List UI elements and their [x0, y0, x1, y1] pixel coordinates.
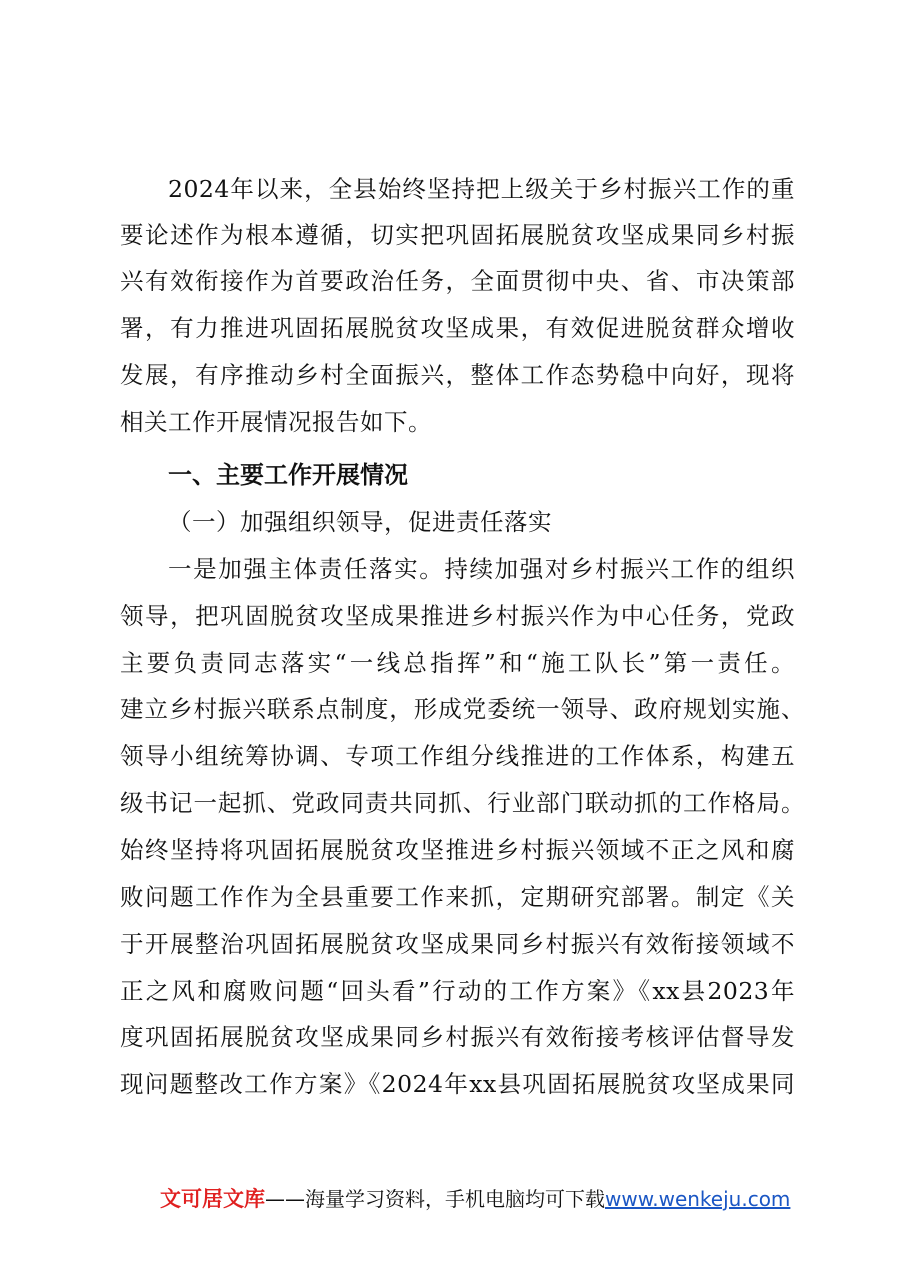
paragraph-line: 主要负责同志落实“一线总指挥”和“施工队长”第一责任。: [120, 649, 795, 677]
paragraph-line: 现问题整改工作方案》《2024年xx县巩固拓展脱贫攻坚成果同: [120, 1070, 795, 1098]
paragraph-line: 正之风和腐败问题“回头看”行动的工作方案》《xx县2023年: [120, 977, 795, 1005]
subsection-heading: （一）加强组织领导，促进责任落实: [168, 508, 552, 536]
paragraph-line: 发展，有序推动乡村全面振兴，整体工作态势稳中向好，现将: [120, 361, 795, 389]
paragraph-line: 一是加强主体责任落实。持续加强对乡村振兴工作的组织: [168, 555, 795, 583]
paragraph-line: 要论述作为根本遵循，切实把巩固拓展脱贫攻坚成果同乡村振: [120, 221, 795, 249]
paragraph-line: 领导小组统筹协调、专项工作组分线推进的工作体系，构建五: [120, 742, 795, 770]
paragraph-line: 级书记一起抓、党政同责共同抓、行业部门联动抓的工作格局。: [120, 789, 805, 817]
paragraph-line: 始终坚持将巩固拓展脱贫攻坚推进乡村振兴领域不正之风和腐: [120, 836, 795, 864]
paragraph-line: 兴有效衔接作为首要政治任务，全面贯彻中央、省、市决策部: [120, 267, 795, 295]
paragraph-line: 于开展整治巩固拓展脱贫攻坚成果同乡村振兴有效衔接领域不: [120, 930, 795, 958]
paragraph-line: 度巩固拓展脱贫攻坚成果同乡村振兴有效衔接考核评估督导发: [120, 1023, 795, 1051]
section-heading: 一、主要工作开展情况: [168, 461, 408, 489]
paragraph-line: 建立乡村振兴联系点制度，形成党委统一领导、政府规划实施、: [120, 695, 805, 723]
paragraph-line: 相关工作开展情况报告如下。: [120, 408, 432, 436]
footer-link[interactable]: www.wenkeju.com: [605, 1187, 791, 1211]
paragraph-line: 2024年以来，全县始终坚持把上级关于乡村振兴工作的重: [168, 175, 795, 203]
paragraph-line: 署，有力推进巩固拓展脱贫攻坚成果，有效促进脱贫群众增收: [120, 314, 795, 342]
footer-brand: 文可居文库: [160, 1187, 265, 1211]
footer-slogan: ——海量学习资料，手机电脑均可下载: [265, 1187, 605, 1211]
paragraph-line: 败问题工作作为全县重要工作来抓，定期研究部署。制定《关: [120, 883, 795, 911]
paragraph-line: 领导，把巩固脱贫攻坚成果推进乡村振兴作为中心任务，党政: [120, 602, 795, 630]
footer-banner: [160, 1183, 790, 1213]
